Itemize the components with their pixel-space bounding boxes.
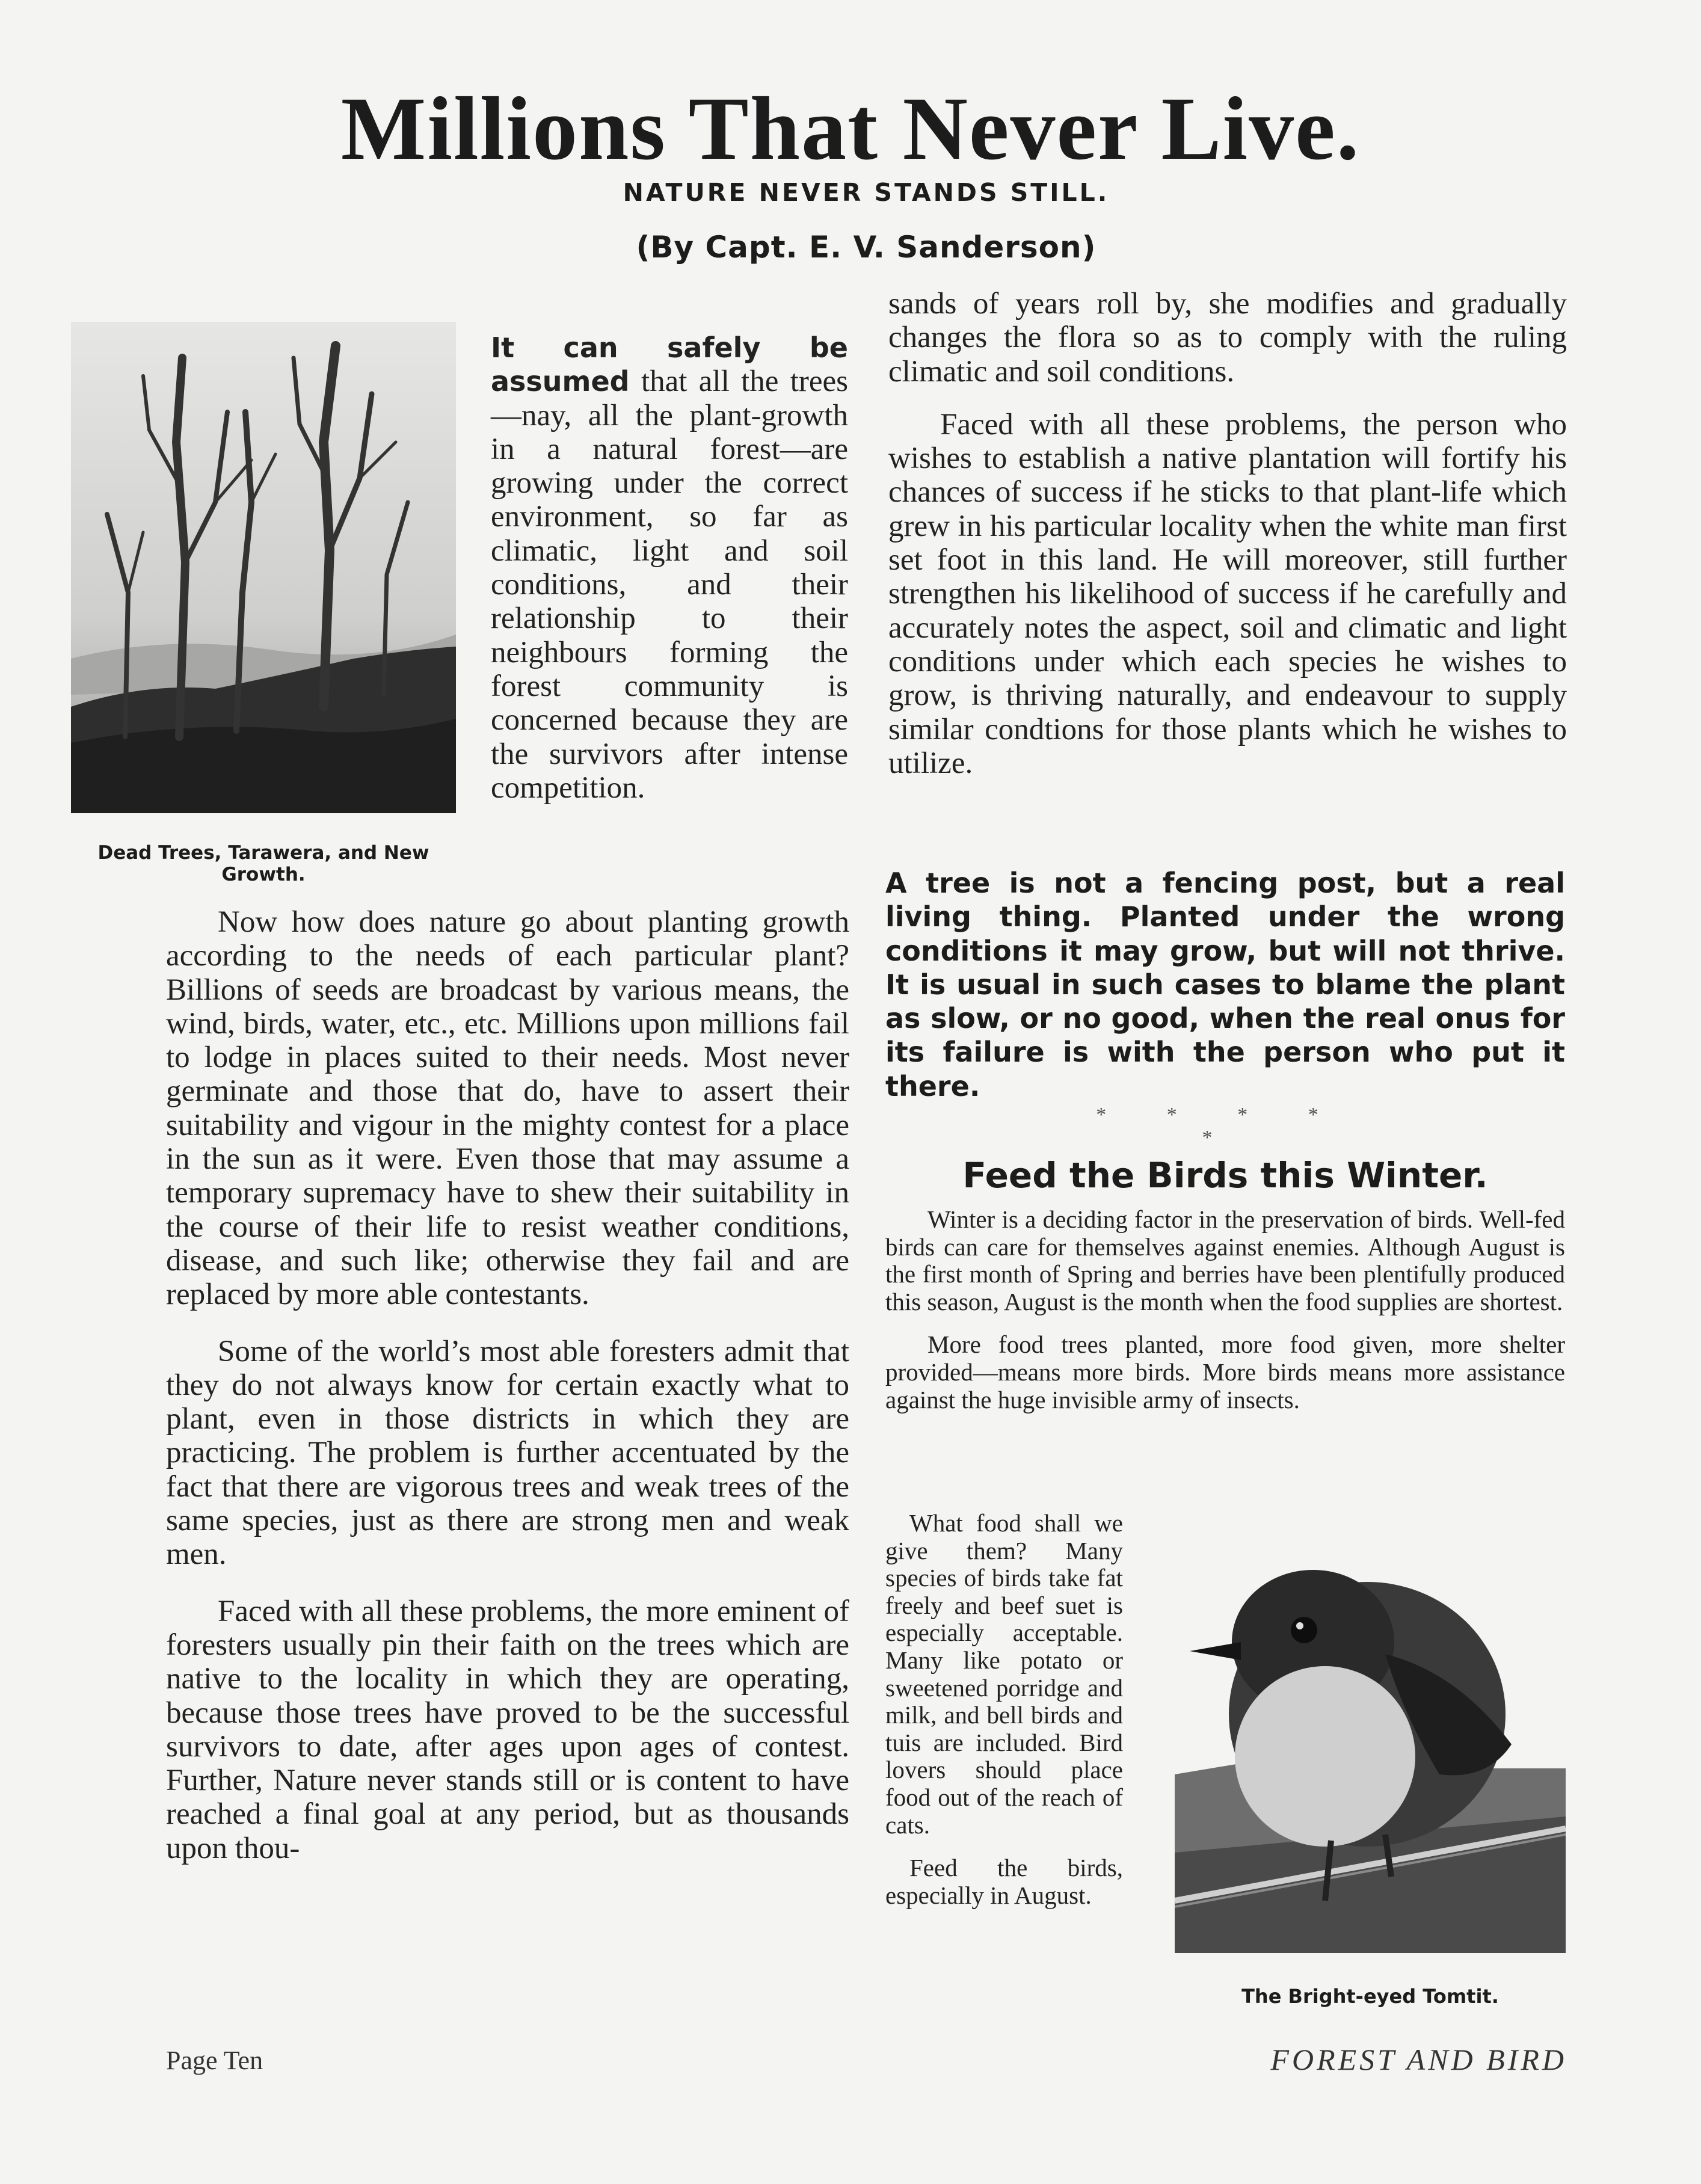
paragraph: Feed the birds, especially in August.: [885, 1854, 1123, 1909]
paragraph-continued: sands of years roll by, she modifies and gradually changes the flora so as to comply with the ruling climatic and soil conditions.: [888, 287, 1567, 389]
paragraph: More food trees planted, more food given, more shelter provided—means more birds. More birds means more assistance against the huge invisible army of insects.: [885, 1330, 1565, 1413]
dead-trees-photo: [71, 322, 456, 813]
publication-name: FOREST AND BIRD: [1270, 2043, 1567, 2076]
tomtit-illustration: [1175, 1516, 1566, 1953]
emphasis-paragraph: A tree is not a fencing post, but a real living thing. Planted under the wrong conditions it may grow, but will not thrive. It is usual in such cases to blame the plant as slow, or no good, when the real onus for its failure is with the person who put it there.: [885, 867, 1565, 1103]
photo-caption: Dead Trees, Tarawera, and New Growth.: [97, 842, 429, 885]
right-column: [888, 287, 1567, 780]
byline: (By Capt. E. V. Sanderson): [636, 230, 1097, 265]
article-subtitle: NATURE NEVER STANDS STILL.: [623, 178, 1110, 207]
paragraph: What food shall we give them? Many species of birds take fat freely and beef suet is especially acceptable. Many like potato or sweetened porridge and milk, and bell birds and tuis are included. Bird lovers should place food out of the reach of cats.: [885, 1509, 1123, 1839]
birds-article: [885, 1206, 1565, 1413]
intro-lead: It can safely be assumed: [491, 331, 848, 398]
paragraph: Faced with all these problems, the person who wishes to establish a native plantation will fortify his chances of success if he sticks to that plant-life which grew in his particular locality when the white man first set foot in this land. He will moreover, still further strengthen his likelihood of success if he carefully and accurately notes the aspect, soil and climatic and light conditions under which each species he wishes to grow, is thriving naturally, and endeavour to supply similar condtions for those plants which he wishes to utilize.: [888, 407, 1567, 780]
intro-text: that all the trees—nay, all the plant-growth in a natural forest—are growing under the correct environment, so far as climatic, light and soil conditions, and their relationship to their neighbours forming the forest community is concerned because they are the survivors after intense competition.: [491, 365, 848, 805]
dead-trees-illustration: [71, 322, 456, 813]
left-column: [166, 905, 849, 1865]
tomtit-photo: [1175, 1516, 1566, 1953]
birds-narrow-column: [885, 1510, 1123, 1909]
section-title: Feed the Birds this Winter.: [962, 1155, 1488, 1196]
intro-paragraph: [491, 331, 848, 805]
paragraph: Winter is a deciding factor in the preservation of birds. Well-fed birds can care for themselves against enemies. Although August is the first month of Spring and berries have been plentifully produced this season, August is the month when the food supplies are shortest.: [885, 1205, 1565, 1315]
paragraph: Now how does nature go about planting growth according to the needs of each particular plant? Billions of seeds are broadcast by various means, the wind, birds, water, etc., etc. Millions upon millions fail to lodge in places suited to their needs. Most never germinate and those that do, have to assert their suitability and vigour in the mighty contest for a place in the sun as it were. Even those that may assume a temporary supremacy have to shew their suitability in the course of their life to resist weather conditions, disease, and such like; otherwise they fail and are replaced by more able contestants.: [166, 905, 849, 1312]
article-title: Millions That Never Live.: [340, 79, 1361, 179]
photo-caption: The Bright-eyed Tomtit.: [1241, 1985, 1499, 2008]
page-number: Page Ten: [166, 2046, 263, 2075]
section-separator: * * * * *: [1096, 1104, 1346, 1149]
paragraph: Faced with all these problems, the more eminent of foresters usually pin their faith on the trees which are native to the locality in which they are operating, because those trees have proved to be the successful survivors to date, after ages upon ages of contest. Further, Nature never stands still or is content to have reached a final goal at any period, but as thousands upon thou-: [166, 1594, 849, 1865]
paragraph: Some of the world’s most able foresters admit that they do not always know for certain exactly what to plant, even in those districts in which they are practicing. The problem is further accentuated by the fact that there are vigorous trees and weak trees of the same species, just as there are strong men and weak men.: [166, 1334, 849, 1572]
